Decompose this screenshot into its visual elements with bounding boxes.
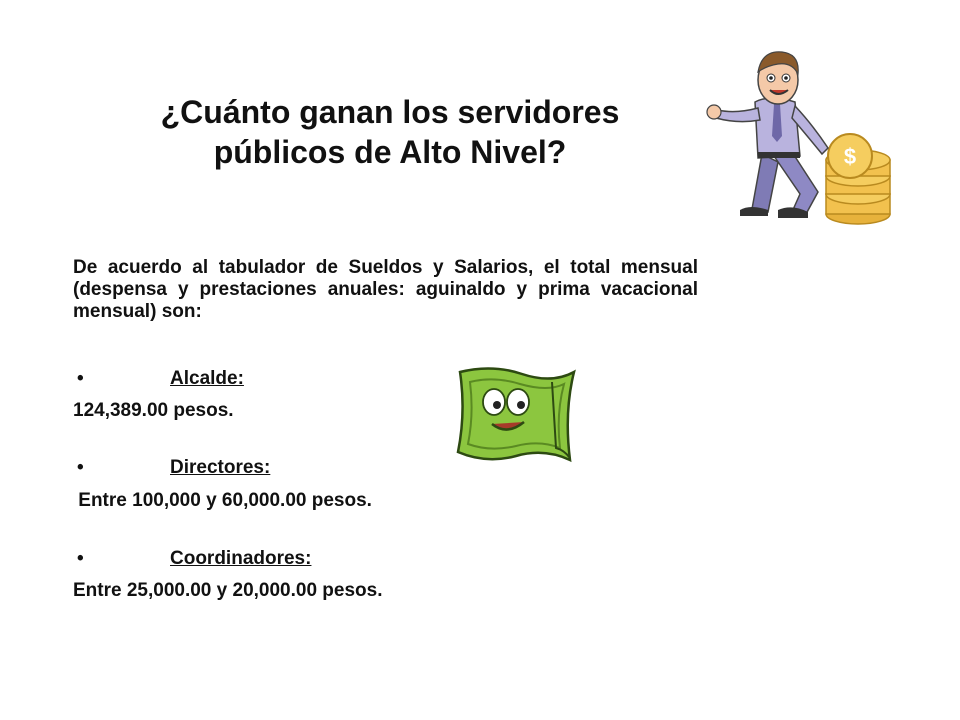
list-item-coordinadores (73, 548, 353, 572)
banknote-illustration (452, 362, 584, 468)
intro-paragraph: De acuerdo al tabulador de Sueldos y Salarios, el total mensual (despensa y prestaciones anuales: aguinaldo y prima vacacional mensual) son: (73, 257, 698, 322)
page-title: ¿Cuánto ganan los servidores públicos de Alto Nivel? (160, 94, 620, 170)
man-with-coins-illustration (700, 44, 895, 229)
list-item-alcalde (73, 368, 333, 392)
item-label: Alcalde: (170, 368, 244, 389)
item-label: Coordinadores: (170, 548, 312, 569)
bullet: • (77, 457, 84, 478)
dollar-sign-icon: $ (843, 144, 857, 169)
bullet: • (77, 548, 84, 569)
item-amount: 124,389.00 pesos. (73, 400, 234, 421)
item-amount: Entre 100,000 y 60,000.00 pesos. (73, 490, 372, 511)
coin-stack (826, 134, 890, 224)
cartoon-man (707, 52, 828, 218)
item-amount: Entre 25,000.00 y 20,000.00 pesos. (73, 580, 383, 601)
item-label: Directores: (170, 457, 271, 478)
bullet: • (77, 368, 84, 389)
list-item-directores (73, 457, 333, 481)
